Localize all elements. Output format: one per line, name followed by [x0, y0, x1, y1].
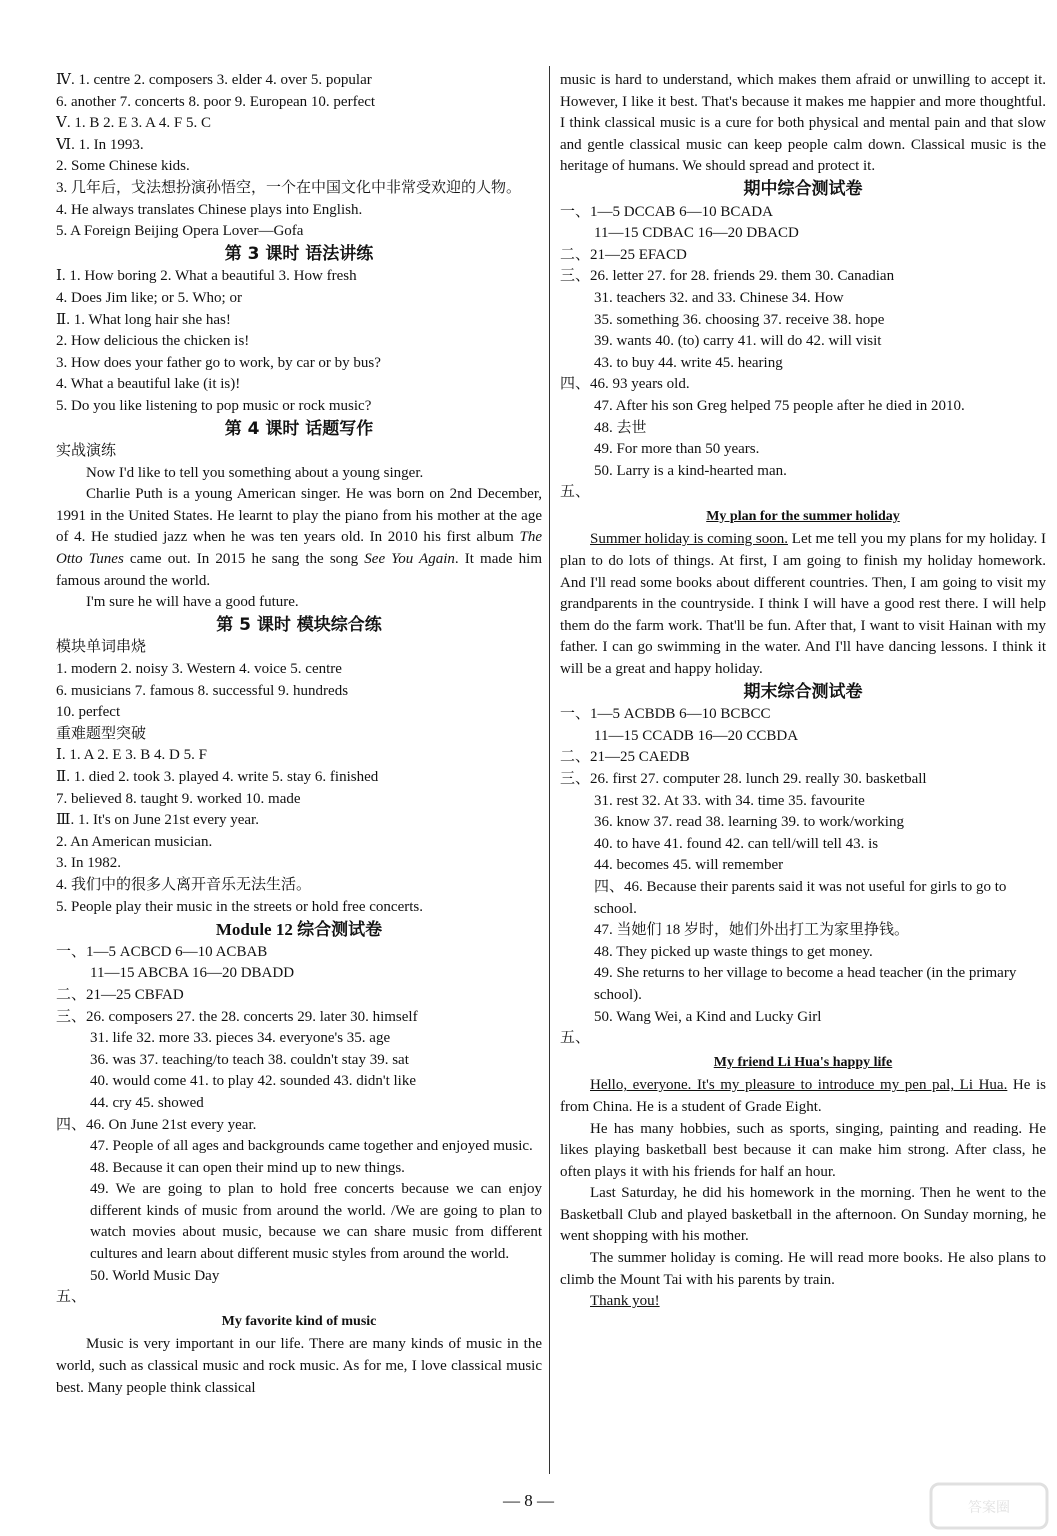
underlined-opening: Summer holiday is coming soon.: [590, 531, 789, 548]
answer-line: 3. In 1982.: [56, 855, 121, 872]
subsection-label: 模块单词串烧: [56, 639, 147, 656]
answer-line: 7. believed 8. taught 9. worked 10. made: [56, 790, 301, 807]
section-heading: 第 3 课时 语法讲练: [224, 243, 374, 264]
answer-line: 1. modern 2. noisy 3. Western 4. voice 5. centre: [56, 661, 342, 678]
section-heading: 第 4 课时 话题写作: [224, 418, 374, 439]
essay-title: My favorite kind of music: [221, 1313, 377, 1329]
answer-line: 40. to have 41. found 42. can tell/will tell 43. is: [594, 835, 879, 852]
answer-line: 五、: [560, 1030, 591, 1047]
essay-paragraph: He has many hobbies, such as sports, singing, painting and reading. He likes playing basketball best because it can make him strong. After class, he often plays it with his friends for half an hour.: [560, 1120, 1046, 1180]
answer-line: 11—15 CCADB 16—20 CCBDA: [594, 727, 799, 744]
answer-line: 35. something 36. choosing 37. receive 38. hope: [594, 311, 885, 328]
essay-paragraph: Charlie Puth is a young American singer. He was born on 2nd December, 1991 in the United States. He learnt to play the piano from his mother at the age of 4. He studied jazz when he was ten years old. In 2010 his first album The Otto Tunes came out. In 2015 he sang the song See You Again. It made him famous around the world.: [56, 486, 542, 589]
essay-closing: Thank you!: [590, 1293, 660, 1310]
answer-line: 31. rest 32. At 33. with 34. time 35. favourite: [594, 792, 865, 809]
album-title: The Otto Tunes: [56, 529, 542, 568]
answer-line: 五、: [56, 1289, 87, 1306]
answer-line: 4. He always translates Chinese plays into English.: [56, 201, 363, 218]
section-heading: 期中综合测试卷: [743, 178, 863, 199]
answer-line: 5. A Foreign Beijing Opera Lover—Gofa: [56, 223, 304, 240]
answer-line: 43. to buy 44. write 45. hearing: [594, 354, 783, 371]
answer-line: Ⅱ. 1. died 2. took 3. played 4. write 5. stay 6. finished: [56, 769, 379, 785]
answer-line: 31. teachers 32. and 33. Chinese 34. How: [594, 289, 844, 306]
essay-paragraph: Last Saturday, he did his homework in the morning. Then he went to the Basketball Club and played basketball in the afternoon. On Sunday morning, he went shopping with his mother.: [560, 1185, 1046, 1245]
answer-line: 48. Because it can open their mind up to new things.: [90, 1159, 405, 1176]
answer-line: 2. An American musician.: [56, 833, 213, 850]
subsection-label: 实战演练: [56, 443, 117, 460]
essay-paragraph: The summer holiday is coming. He will read more books. He also plans to climb the Mount Tai with his parents by train.: [560, 1250, 1046, 1288]
answer-line: 三、26. composers 27. the 28. concerts 29. later 30. himself: [56, 1008, 418, 1025]
answer-line: 44. cry 45. showed: [90, 1094, 204, 1111]
answer-line: 5. People play their music in the streets or hold free concerts.: [56, 898, 423, 915]
essay-paragraph: music is hard to understand, which makes them afraid or unwilling to accept it. However, I like it best. That's because it makes me happier and more thoughtful. I think classical music is a cure for both physical and mental pain and that slow and gentle classical music can keep people calm down. Classical music is the heritage of humans. We should spread and protect it.: [560, 72, 1046, 175]
section-heading: 第 5 课时 模块综合练: [216, 614, 382, 635]
right-column: [560, 70, 1046, 1313]
answer-line: 一、1—5 ACBDB 6—10 BCBCC: [560, 706, 771, 723]
answer-line: 3. How does your father go to work, by car or by bus?: [56, 354, 381, 371]
answer-line: 3. 几年后，戈法想扮演孙悟空，一个在中国文化中非常受欢迎的人物。: [56, 179, 522, 196]
answer-line: 47. After his son Greg helped 75 people after he died in 2010.: [594, 397, 965, 414]
answer-line: 40. would come 41. to play 42. sounded 43. didn't like: [90, 1073, 417, 1090]
answer-line: 四、46. 93 years old.: [560, 376, 690, 393]
answer-line: 47. People of all ages and backgrounds came together and enjoyed music.: [90, 1138, 533, 1155]
answer-line: 五、: [560, 484, 591, 501]
answer-line: 一、1—5 DCCAB 6—10 BCADA: [560, 203, 773, 220]
answer-line: 四、46. Because their parents said it was not useful for girls to go to school.: [594, 878, 1007, 917]
essay-paragraph: Now I'd like to tell you something about a young singer.: [86, 464, 424, 481]
answer-line: 49. We are going to plan to hold free concerts because we can enjoy different kinds of music from around the world. /We are going to plan to watch movies about music, because we can share music from different cultures and learn about different music styles from around the world.: [90, 1181, 542, 1263]
essay-paragraph: I'm sure he will have a good future.: [86, 594, 299, 611]
left-column: [56, 70, 542, 1399]
answer-line: 10. perfect: [56, 704, 121, 721]
column-divider: [549, 66, 550, 1474]
answer-line: 49. For more than 50 years.: [594, 441, 760, 458]
answer-line: 四、46. On June 21st every year.: [56, 1116, 257, 1133]
answer-line: 5. Do you like listening to pop music or rock music?: [56, 397, 372, 414]
essay-title: My friend Li Hua's happy life: [713, 1054, 893, 1070]
answer-line: Ⅵ. 1. In 1993.: [56, 136, 144, 153]
answer-line: 4. What a beautiful lake (it is)!: [56, 376, 241, 393]
answer-line: 36. know 37. read 38. learning 39. to work/working: [594, 814, 904, 831]
answer-line: 11—15 ABCBA 16—20 DBADD: [90, 965, 295, 982]
answer-line: 49. She returns to her village to become a head teacher (in the primary school).: [594, 965, 1017, 1003]
page-number: — 8 —: [503, 1491, 554, 1510]
essay-title: My plan for the summer holiday: [706, 508, 900, 524]
answer-line: 三、26. first 27. computer 28. lunch 29. really 30. basketball: [560, 771, 927, 787]
answer-line: Ⅱ. 1. What long hair she has!: [56, 311, 231, 328]
answer-line: 三、26. letter 27. for 28. friends 29. them 30. Canadian: [560, 268, 895, 285]
subsection-label: 重难题型突破: [56, 725, 147, 742]
underlined-opening: Hello, everyone. It's my pleasure to introduce my pen pal, Li Hua.: [590, 1077, 1008, 1094]
answer-line: 11—15 CDBAC 16—20 DBACD: [594, 225, 799, 242]
answer-line: 2. Some Chinese kids.: [56, 158, 190, 175]
essay-paragraph: Hello, everyone. It's my pleasure to introduce my pen pal, Li Hua. He is from China. He is a student of Grade Eight.: [560, 1077, 1047, 1115]
answer-line: 39. wants 40. (to) carry 41. will do 42. will visit: [594, 333, 882, 350]
answer-line: 二、21—25 EFACD: [560, 246, 687, 263]
answer-line: 36. was 37. teaching/to teach 38. couldn't stay 39. sat: [90, 1051, 409, 1068]
watermark-logo: [929, 1482, 1049, 1530]
answer-line: 48. They picked up waste things to get money.: [594, 943, 873, 960]
answer-line: 50. Larry is a kind-hearted man.: [594, 462, 787, 479]
answer-line: 50. Wang Wei, a Kind and Lucky Girl: [594, 1008, 822, 1025]
answer-line: 50. World Music Day: [90, 1267, 220, 1284]
answer-line: 二、21—25 CAEDB: [560, 749, 690, 766]
answer-line: 47. 当她们 18 岁时，她们外出打工为家里挣钱。: [594, 922, 910, 939]
answer-line: Ⅰ. 1. How boring 2. What a beautiful 3. How fresh: [56, 268, 357, 285]
answer-line: 一、1—5 ACBCD 6—10 ACBAB: [56, 943, 268, 960]
essay-paragraph: Music is very important in our life. There are many kinds of music in the world, such as classical music and rock music. As for me, I love classical music best. Many people think classical: [56, 1336, 542, 1396]
song-title: See You Again: [364, 551, 455, 568]
answer-line: 44. becomes 45. will remember: [594, 857, 784, 874]
answer-line: Ⅳ. 1. centre 2. composers 3. elder 4. over 5. popular: [56, 72, 372, 88]
answer-line: 4. Does Jim like; or 5. Who; or: [56, 289, 242, 306]
answer-line: 4. 我们中的很多人离开音乐无法生活。: [56, 876, 312, 893]
answer-line: 48. 去世: [594, 419, 647, 436]
answer-line: 二、21—25 CBFAD: [56, 986, 184, 1003]
answer-line: 6. another 7. concerts 8. poor 9. European 10. perfect: [56, 93, 376, 110]
answer-line: Ⅴ. 1. B 2. E 3. A 4. F 5. C: [56, 115, 212, 132]
answer-line: 2. How delicious the chicken is!: [56, 333, 250, 350]
answer-line: Ⅲ. 1. It's on June 21st every year.: [56, 812, 259, 829]
svg-text:答案圈: 答案圈: [968, 1500, 1010, 1516]
answer-line: 6. musicians 7. famous 8. successful 9. hundreds: [56, 682, 349, 699]
essay-paragraph: Summer holiday is coming soon. Let me tell you my plans for my holiday. I plan to do lots of things. At first, I am going to finish my holiday homework. And I'll read some books about different countries. Then, I am going to visit my grandparents in the countryside. I think I will have a good rest there. I will help them do the farm work. That'll be fun. After that, I want to visit Hainan with my father. I can go swimming in the water. And I'll have dancing lessons. I think it will be a great and happy holiday.: [560, 531, 1046, 678]
section-heading: 期末综合测试卷: [743, 681, 863, 702]
answer-line: 31. life 32. more 33. pieces 34. everyone's 35. age: [90, 1030, 391, 1047]
section-heading: Module 12 综合测试卷: [215, 920, 383, 940]
answer-line: Ⅰ. 1. A 2. E 3. B 4. D 5. F: [56, 747, 207, 764]
